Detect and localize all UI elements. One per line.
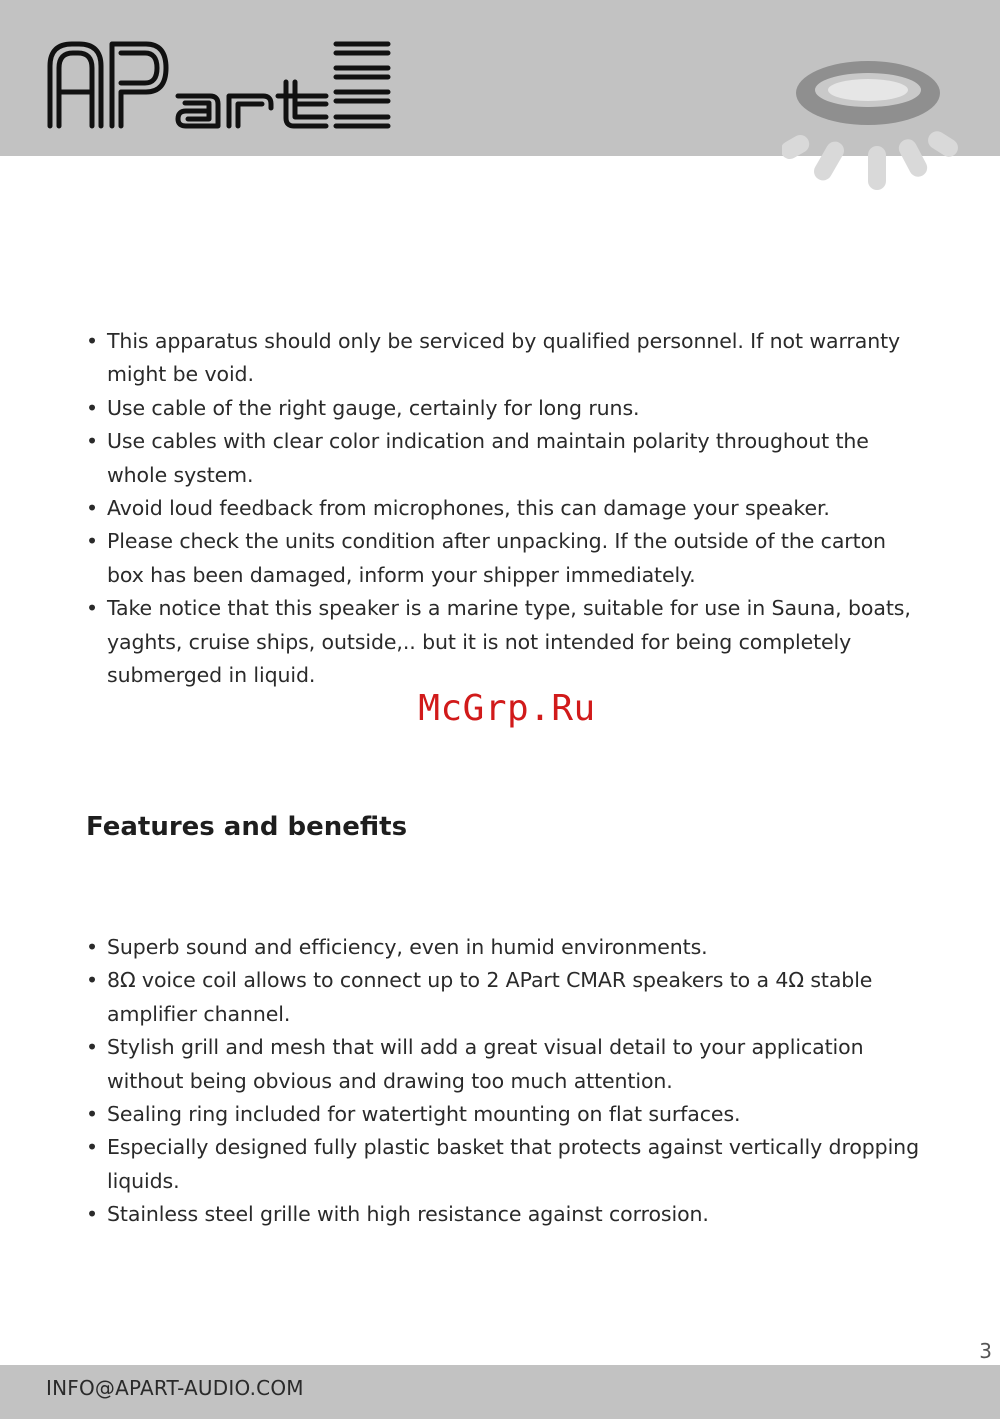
page-number: 3 — [979, 1339, 992, 1363]
list-item: • Especially designed fully plastic basket that protects against vertically dropping liquids. — [86, 1131, 926, 1198]
apart-logo — [46, 38, 392, 130]
list-item: • Avoid loud feedback from microphones, this can damage your speaker. — [86, 492, 926, 525]
list-item: • Stylish grill and mesh that will add a great visual detail to your application without being obvious and drawing too much attention. — [86, 1031, 926, 1098]
speaker-icon — [782, 56, 962, 196]
section-title: Features and benefits — [86, 812, 408, 842]
list-item: • 8Ω voice coil allows to connect up to 2 APart CMAR speakers to a 4Ω stable amplifier channel. — [86, 964, 926, 1031]
list-item: • Use cable of the right gauge, certainly for long runs. — [86, 392, 926, 425]
list-item: • This apparatus should only be serviced by qualified personnel. If not warranty might be void. — [86, 325, 926, 392]
features-list — [86, 931, 926, 1232]
safety-list — [86, 325, 926, 692]
list-item: • Use cables with clear color indication and maintain polarity throughout the whole system. — [86, 425, 926, 492]
list-item: • Take notice that this speaker is a marine type, suitable for use in Sauna, boats, yaghts, cruise ships, outside,.. but it is not intended for being completely submerged in liquid. — [86, 592, 926, 692]
footer-email: INFO@APART-AUDIO.COM — [46, 1376, 304, 1400]
list-item: • Stainless steel grille with high resistance against corrosion. — [86, 1198, 926, 1231]
watermark: McGrp.Ru — [418, 688, 596, 729]
list-item: • Please check the units condition after unpacking. If the outside of the carton box has been damaged, inform your shipper immediately. — [86, 525, 926, 592]
list-item: • Superb sound and efficiency, even in humid environments. — [86, 931, 926, 964]
list-item: • Sealing ring included for watertight mounting on flat surfaces. — [86, 1098, 926, 1131]
